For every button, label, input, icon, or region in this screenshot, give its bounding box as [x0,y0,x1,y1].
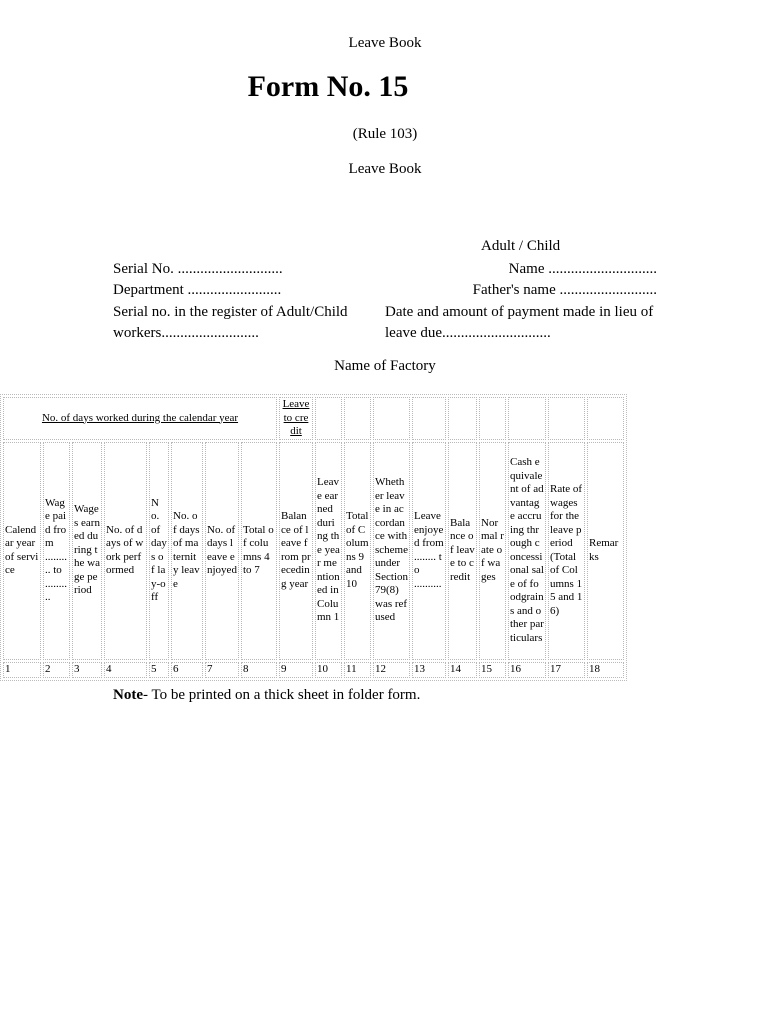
column-number: 11 [344,662,371,678]
column-header: Cash equivalent of advantage accruing through concessional sale of foodgrains and other particulars [508,442,546,660]
column-number: 4 [104,662,147,678]
table-column-header-row [3,442,624,660]
column-header: Total of Columns 9 and 10 [344,442,371,660]
header-bottom-title: Leave Book [348,161,422,177]
column-number: 12 [373,662,410,678]
column-number: 13 [412,662,446,678]
empty-header-cell [508,397,546,440]
column-header: Leave enjoyed from ........ to .......... [412,442,446,660]
empty-header-cell [373,397,410,440]
column-header: Normal rate of wages [479,442,506,660]
empty-header-cell [479,397,506,440]
empty-header-cell [315,397,342,440]
empty-header-cell [344,397,371,440]
column-header: Whether leave in accordance with scheme under Section 79(8) was refused [373,442,410,660]
column-number: 5 [149,662,169,678]
note-label: Note [113,687,143,703]
column-number: 6 [171,662,203,678]
column-number: 8 [241,662,277,678]
factory-name-label: Name of Factory [334,358,436,374]
column-number: 16 [508,662,546,678]
leave-book-table [0,394,627,681]
serial-no-field: Serial No. ............................ [113,261,283,277]
column-header: Remarks [587,442,624,660]
column-header: Wage paid from .......... to ........ .. [43,442,70,660]
father-name-field: Father's name .......................... [472,282,657,298]
column-number: 18 [587,662,624,678]
column-number: 10 [315,662,342,678]
column-header: Calendar year of service [3,442,41,660]
note-text: - To be printed on a thick sheet in folder form. [143,687,421,703]
department-field: Department ......................... [113,282,282,298]
footnote [113,687,420,704]
column-header: Balance of leave to credit [448,442,477,660]
empty-header-cell [587,397,624,440]
column-header: Balance of leave from preceding year [279,442,313,660]
column-number: 14 [448,662,477,678]
table-column-number-row [3,662,624,678]
column-number: 1 [3,662,41,678]
column-number: 2 [43,662,70,678]
empty-header-cell [448,397,477,440]
group-days-worked-header: No. of days worked during the calendar year [3,397,277,440]
name-field: Name ............................. [508,261,657,277]
payment-in-lieu-field: Date and amount of payment made in lieu of leave due............................. [385,304,654,341]
column-number: 7 [205,662,239,678]
column-number: 3 [72,662,102,678]
column-header: Rate of wages for the leave period (Total of Columns 15 and 16) [548,442,585,660]
column-header: Total of columns 4 to 7 [241,442,277,660]
column-number: 17 [548,662,585,678]
table-group-header-row [3,397,624,440]
column-number: 15 [479,662,506,678]
form-title: Form No. 15 [247,70,409,103]
column-header: Leave earned during the year mentioned in Column 1 [315,442,342,660]
empty-header-cell [548,397,585,440]
column-header: Wages earned during the wage period [72,442,102,660]
column-header: No. of days leave enjoyed [205,442,239,660]
rule-reference: (Rule 103) [352,126,418,142]
column-number: 9 [279,662,313,678]
column-header: No. of days of maternity leave [171,442,203,660]
column-header: No. of days of work performed [104,442,147,660]
empty-header-cell [412,397,446,440]
header-top-title: Leave Book [348,35,422,51]
column-header: No. of days of lay-off [149,442,169,660]
register-serial-field: Serial no. in the register of Adult/Child workers.......................... [113,304,348,341]
adult-child-label: Adult / Child [481,238,561,254]
group-leave-credit-header: Leave to credit [279,397,313,440]
